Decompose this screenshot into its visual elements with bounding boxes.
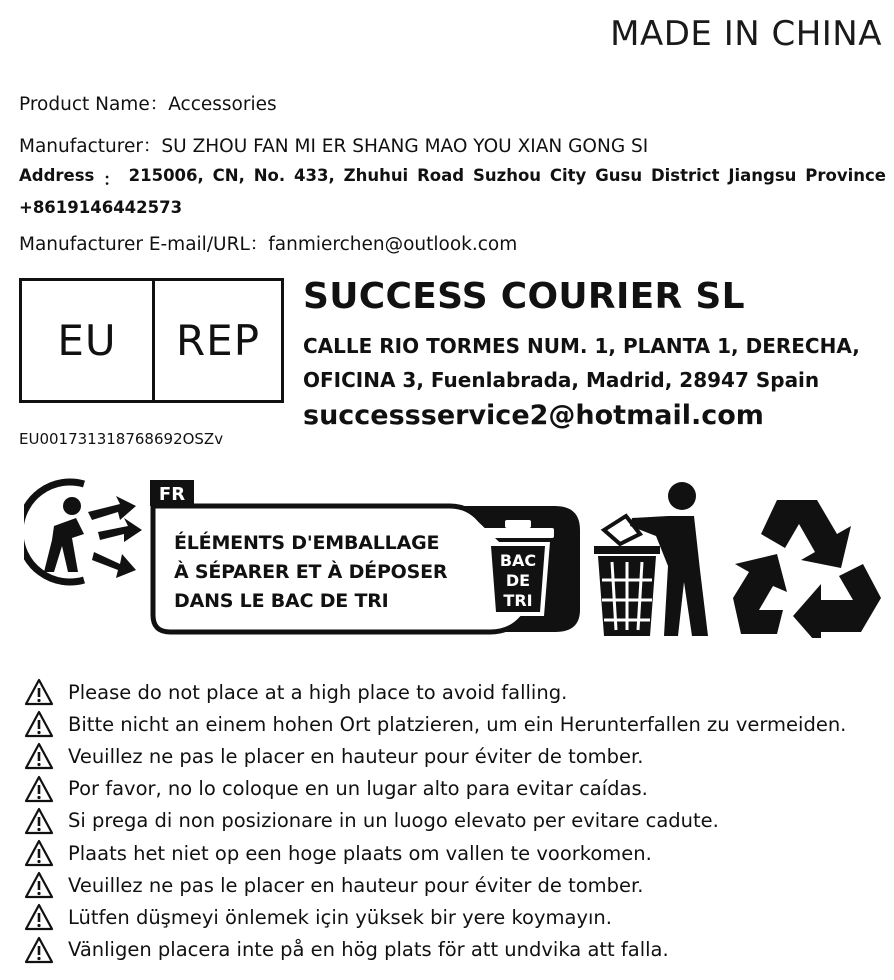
rep-label: REP bbox=[175, 316, 261, 365]
recycling-line-3: DANS LE BAC DE TRI bbox=[174, 590, 389, 612]
eu-rep-email: successservice2@hotmail.com bbox=[303, 400, 764, 431]
svg-text:BAC: BAC bbox=[499, 551, 537, 570]
eu-label: EU bbox=[22, 281, 155, 400]
eu-rep-company: SUCCESS COURIER SL bbox=[303, 276, 745, 317]
warning-triangle-icon bbox=[24, 775, 54, 803]
svg-text:DE: DE bbox=[505, 571, 531, 590]
triman-icon bbox=[24, 476, 144, 588]
warning-item: Lütfen düşmeyi önlemek için yüksek bir yere koymayın. bbox=[24, 901, 846, 933]
recycle-icon bbox=[733, 488, 883, 638]
warning-item: Veuillez ne pas le placer en hauteur pour éviter de tomber. bbox=[24, 740, 846, 772]
fr-label: FR bbox=[158, 484, 186, 505]
warning-triangle-icon bbox=[24, 839, 54, 867]
warning-triangle-icon bbox=[24, 710, 54, 738]
eu-rep-address-line1: CALLE RIO TORMES NUM. 1, PLANTA 1, DERECHA, bbox=[303, 334, 860, 358]
warning-triangle-icon bbox=[24, 678, 54, 706]
warning-item: Vänligen placera inte på en hög plats för att undvika att falla. bbox=[24, 934, 846, 966]
warning-item: Por favor, no lo coloque en un lugar alto para evitar caídas. bbox=[24, 773, 846, 805]
manufacturer-phone: +8619146442573 bbox=[19, 198, 183, 217]
warning-item: Please do not place at a high place to avoid falling. bbox=[24, 676, 846, 708]
litter-bin-icon bbox=[590, 480, 720, 642]
sorting-bin-icon bbox=[482, 520, 554, 616]
recycling-line-2: À SÉPARER ET À DÉPOSER bbox=[174, 561, 448, 583]
recycling-line-1: ÉLÉMENTS D'EMBALLAGE bbox=[174, 532, 440, 554]
warning-triangle-icon bbox=[24, 742, 54, 770]
warning-item: Veuillez ne pas le placer en hauteur pour éviter de tomber. bbox=[24, 869, 846, 901]
eu-rep-address-line2: OFICINA 3, Fuenlabrada, Madrid, 28947 Spain bbox=[303, 368, 820, 392]
eu-rep-code: EU001731318768692OSZv bbox=[19, 430, 224, 448]
manufacturer-email: Manufacturer E-mail/URL：fanmierchen@outlook.com bbox=[19, 234, 518, 255]
made-in-label: MADE IN CHINA bbox=[610, 14, 882, 54]
warning-triangle-icon bbox=[24, 936, 54, 964]
warnings-list bbox=[24, 676, 846, 966]
product-name: Product Name：Accessories bbox=[19, 94, 277, 115]
manufacturer-name: Manufacturer：SU ZHOU FAN MI ER SHANG MAO YOU XIAN GONG SI bbox=[19, 136, 649, 157]
svg-text:TRI: TRI bbox=[503, 591, 533, 610]
manufacturer-address: Address ： 215006, CN, No. 433, Zhuhui Road Suzhou City Gusu District Jiangsu Province bbox=[19, 166, 886, 189]
warning-item: Plaats het niet op een hoge plaats om vallen te voorkomen. bbox=[24, 837, 846, 869]
warning-triangle-icon bbox=[24, 903, 54, 931]
warning-triangle-icon bbox=[24, 807, 54, 835]
warning-item: Bitte nicht an einem hohen Ort platzieren, um ein Herunterfallen zu vermeiden. bbox=[24, 708, 846, 740]
fr-recycling-banner bbox=[150, 480, 582, 638]
eu-rep-box bbox=[19, 278, 284, 403]
warning-item: Si prega di non posizionare in un luogo elevato per evitare cadute. bbox=[24, 805, 846, 837]
warning-triangle-icon bbox=[24, 871, 54, 899]
